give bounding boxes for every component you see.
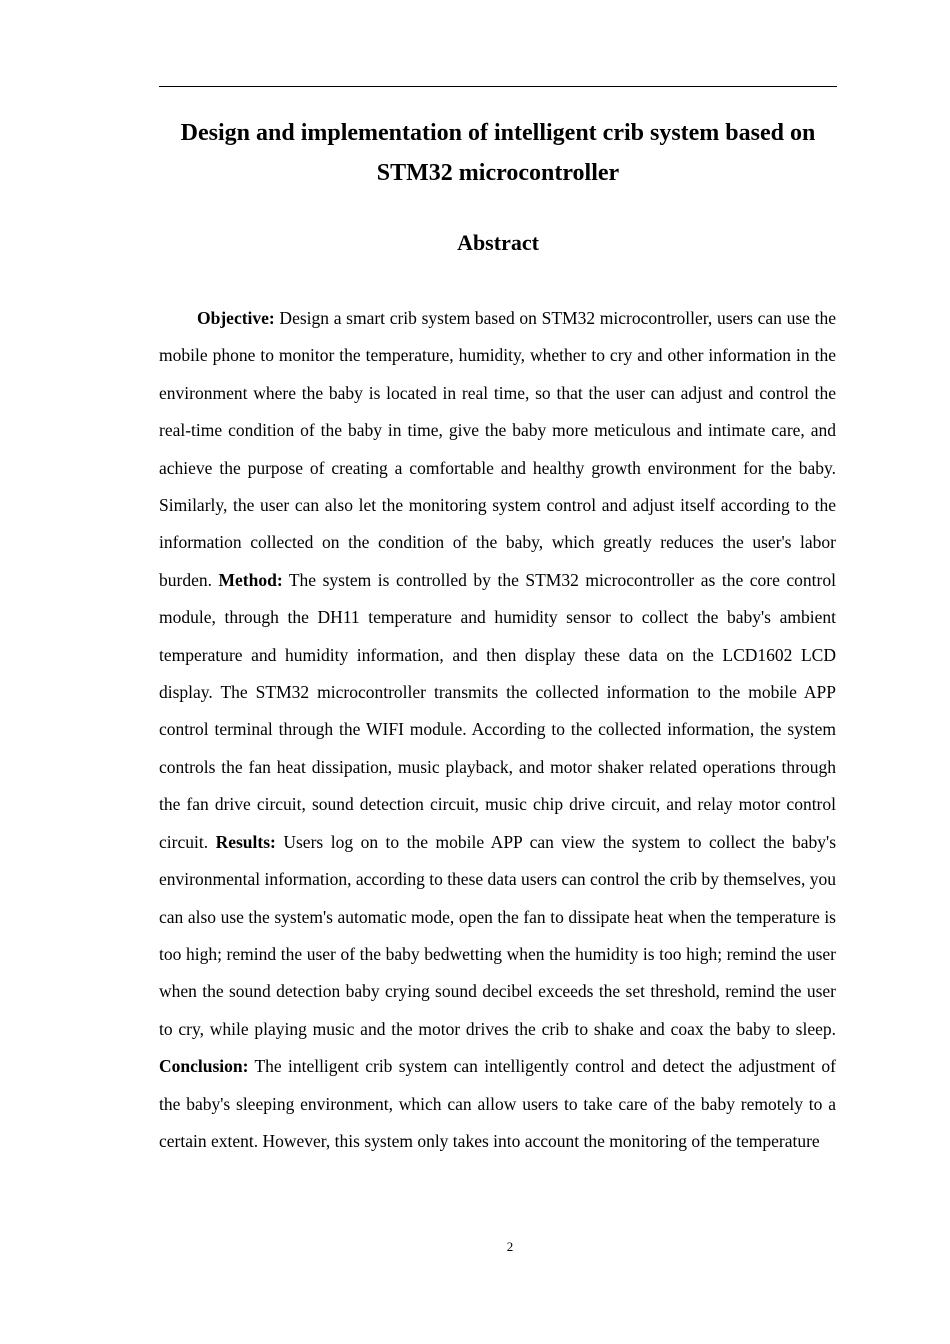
- abstract-paragraph: [159, 300, 836, 1160]
- conclusion-text: The intelligent crib system can intelligently control and detect the adjustment of the baby's sleeping environment, which can allow users to take care of the baby remotely to a certain extent. However, this system only takes into account the monitoring of the temperature: [159, 1056, 836, 1151]
- abstract-heading: Abstract: [457, 230, 539, 255]
- method-label: Method:: [218, 569, 283, 590]
- objective-text: Design a smart crib system based on STM32 microcontroller, users can use the mobile phone to monitor the temperature, humidity, whether to cry and other information in the environment where the baby is located in real time, so that the user can adjust and control the real-time condition of the baby in time, give the baby more meticulous and intimate care, and achieve the purpose of creating a comfortable and healthy growth environment for the baby. Similarly, the user can also let the monitoring system control and adjust itself according to the information collected on the condition of the baby, which greatly reduces the user's labor burden.: [159, 308, 836, 590]
- method-text: The system is controlled by the STM32 microcontroller as the core control module, through the DH11 temperature and humidity sensor to collect the baby's ambient temperature and humidity information, and then display these data on the LCD1602 LCD display. The STM32 microcontroller transmits the collected information to the mobile APP control terminal through the WIFI module. According to the collected information, the system controls the fan heat dissipation, music playback, and motor shaker related operations through the fan drive circuit, sound detection circuit, music chip drive circuit, and relay motor control circuit.: [159, 569, 836, 852]
- paper-title: Design and implementation of intelligent crib system based on STM32 microcontroller: [180, 120, 816, 186]
- results-label: Results:: [215, 831, 276, 852]
- page-number: 2: [506, 1239, 514, 1254]
- header-rule: [159, 86, 837, 87]
- objective-label: Objective:: [197, 308, 275, 328]
- conclusion-label: Conclusion:: [159, 1056, 249, 1077]
- results-text: Users log on to the mobile APP can view the system to collect the baby's environmental information, according to these data users can control the crib by themselves, you can also use the system's automatic mode, open the fan to dissipate heat when the temperature is too high; remind the user of the baby bedwetting when the humidity is too high; remind the user when the sound detection baby crying sound decibel exceeds the set threshold, remind the user to cry, while playing music and the motor drives the crib to shake and coax the baby to sleep.: [159, 831, 837, 1039]
